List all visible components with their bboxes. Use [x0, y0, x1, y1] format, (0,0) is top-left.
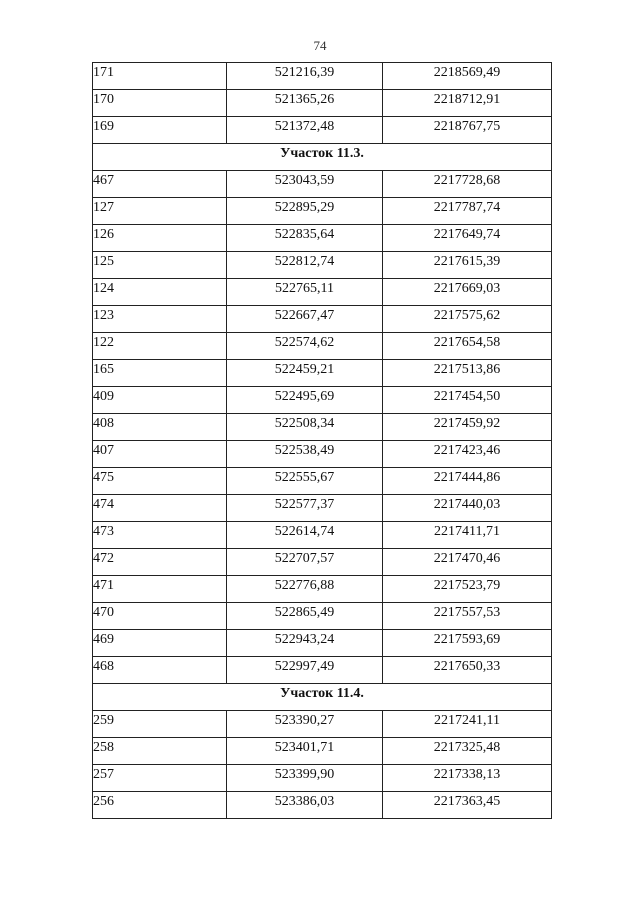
point-number-cell: 472 [93, 549, 227, 576]
x-coordinate-cell: 522555,67 [227, 468, 383, 495]
point-number-cell: 258 [93, 738, 227, 765]
table-row [93, 387, 552, 414]
point-number-cell: 256 [93, 792, 227, 819]
x-coordinate-cell: 523386,03 [227, 792, 383, 819]
point-number-cell: 124 [93, 279, 227, 306]
section-title: Участок 11.4. [93, 684, 552, 711]
table-row [93, 468, 552, 495]
table-row [93, 225, 552, 252]
table-row [93, 603, 552, 630]
table-row [93, 630, 552, 657]
y-coordinate-cell: 2217454,50 [383, 387, 552, 414]
point-number-cell: 469 [93, 630, 227, 657]
point-number-cell: 407 [93, 441, 227, 468]
y-coordinate-cell: 2217575,62 [383, 306, 552, 333]
y-coordinate-cell: 2217669,03 [383, 279, 552, 306]
table-row [93, 441, 552, 468]
y-coordinate-cell: 2217513,86 [383, 360, 552, 387]
table-row [93, 576, 552, 603]
x-coordinate-cell: 522865,49 [227, 603, 383, 630]
x-coordinate-cell: 522574,62 [227, 333, 383, 360]
y-coordinate-cell: 2217728,68 [383, 171, 552, 198]
x-coordinate-cell: 522835,64 [227, 225, 383, 252]
y-coordinate-cell: 2217615,39 [383, 252, 552, 279]
table-row [93, 765, 552, 792]
section-row [93, 144, 552, 171]
y-coordinate-cell: 2217423,46 [383, 441, 552, 468]
y-coordinate-cell: 2217241,11 [383, 711, 552, 738]
x-coordinate-cell: 522765,11 [227, 279, 383, 306]
y-coordinate-cell: 2217338,13 [383, 765, 552, 792]
x-coordinate-cell: 521372,48 [227, 117, 383, 144]
point-number-cell: 474 [93, 495, 227, 522]
x-coordinate-cell: 522495,69 [227, 387, 383, 414]
point-number-cell: 408 [93, 414, 227, 441]
y-coordinate-cell: 2217459,92 [383, 414, 552, 441]
y-coordinate-cell: 2217654,58 [383, 333, 552, 360]
table-row [93, 198, 552, 225]
x-coordinate-cell: 522895,29 [227, 198, 383, 225]
table-row [93, 63, 552, 90]
y-coordinate-cell: 2217444,86 [383, 468, 552, 495]
y-coordinate-cell: 2217593,69 [383, 630, 552, 657]
x-coordinate-cell: 523399,90 [227, 765, 383, 792]
table-row [93, 90, 552, 117]
x-coordinate-cell: 521216,39 [227, 63, 383, 90]
point-number-cell: 126 [93, 225, 227, 252]
table-row [93, 360, 552, 387]
point-number-cell: 171 [93, 63, 227, 90]
x-coordinate-cell: 523401,71 [227, 738, 383, 765]
point-number-cell: 467 [93, 171, 227, 198]
x-coordinate-cell: 522508,34 [227, 414, 383, 441]
y-coordinate-cell: 2217523,79 [383, 576, 552, 603]
point-number-cell: 122 [93, 333, 227, 360]
y-coordinate-cell: 2217650,33 [383, 657, 552, 684]
y-coordinate-cell: 2217557,53 [383, 603, 552, 630]
table-row [93, 657, 552, 684]
section-title: Участок 11.3. [93, 144, 552, 171]
x-coordinate-cell: 522577,37 [227, 495, 383, 522]
table-row [93, 711, 552, 738]
table-row [93, 495, 552, 522]
x-coordinate-cell: 522776,88 [227, 576, 383, 603]
y-coordinate-cell: 2217470,46 [383, 549, 552, 576]
table-row [93, 279, 552, 306]
y-coordinate-cell: 2217787,74 [383, 198, 552, 225]
point-number-cell: 468 [93, 657, 227, 684]
x-coordinate-cell: 522997,49 [227, 657, 383, 684]
point-number-cell: 409 [93, 387, 227, 414]
coordinates-table-body [93, 63, 552, 819]
section-row [93, 684, 552, 711]
table-row [93, 522, 552, 549]
y-coordinate-cell: 2217411,71 [383, 522, 552, 549]
y-coordinate-cell: 2217649,74 [383, 225, 552, 252]
x-coordinate-cell: 521365,26 [227, 90, 383, 117]
table-row [93, 549, 552, 576]
y-coordinate-cell: 2217440,03 [383, 495, 552, 522]
point-number-cell: 475 [93, 468, 227, 495]
y-coordinate-cell: 2218569,49 [383, 63, 552, 90]
point-number-cell: 473 [93, 522, 227, 549]
point-number-cell: 470 [93, 603, 227, 630]
table-row [93, 117, 552, 144]
y-coordinate-cell: 2218712,91 [383, 90, 552, 117]
x-coordinate-cell: 522812,74 [227, 252, 383, 279]
x-coordinate-cell: 522538,49 [227, 441, 383, 468]
x-coordinate-cell: 522459,21 [227, 360, 383, 387]
point-number-cell: 165 [93, 360, 227, 387]
point-number-cell: 123 [93, 306, 227, 333]
y-coordinate-cell: 2217325,48 [383, 738, 552, 765]
point-number-cell: 127 [93, 198, 227, 225]
table-row [93, 738, 552, 765]
y-coordinate-cell: 2217363,45 [383, 792, 552, 819]
point-number-cell: 169 [93, 117, 227, 144]
x-coordinate-cell: 522614,74 [227, 522, 383, 549]
table-row [93, 171, 552, 198]
x-coordinate-cell: 522943,24 [227, 630, 383, 657]
table-row [93, 792, 552, 819]
coordinates-table [92, 62, 552, 819]
point-number-cell: 257 [93, 765, 227, 792]
table-row [93, 414, 552, 441]
point-number-cell: 170 [93, 90, 227, 117]
x-coordinate-cell: 523043,59 [227, 171, 383, 198]
table-row [93, 306, 552, 333]
page-number: 74 [313, 38, 327, 53]
x-coordinate-cell: 523390,27 [227, 711, 383, 738]
point-number-cell: 259 [93, 711, 227, 738]
x-coordinate-cell: 522707,57 [227, 549, 383, 576]
table-row [93, 252, 552, 279]
x-coordinate-cell: 522667,47 [227, 306, 383, 333]
y-coordinate-cell: 2218767,75 [383, 117, 552, 144]
point-number-cell: 125 [93, 252, 227, 279]
table-row [93, 333, 552, 360]
point-number-cell: 471 [93, 576, 227, 603]
